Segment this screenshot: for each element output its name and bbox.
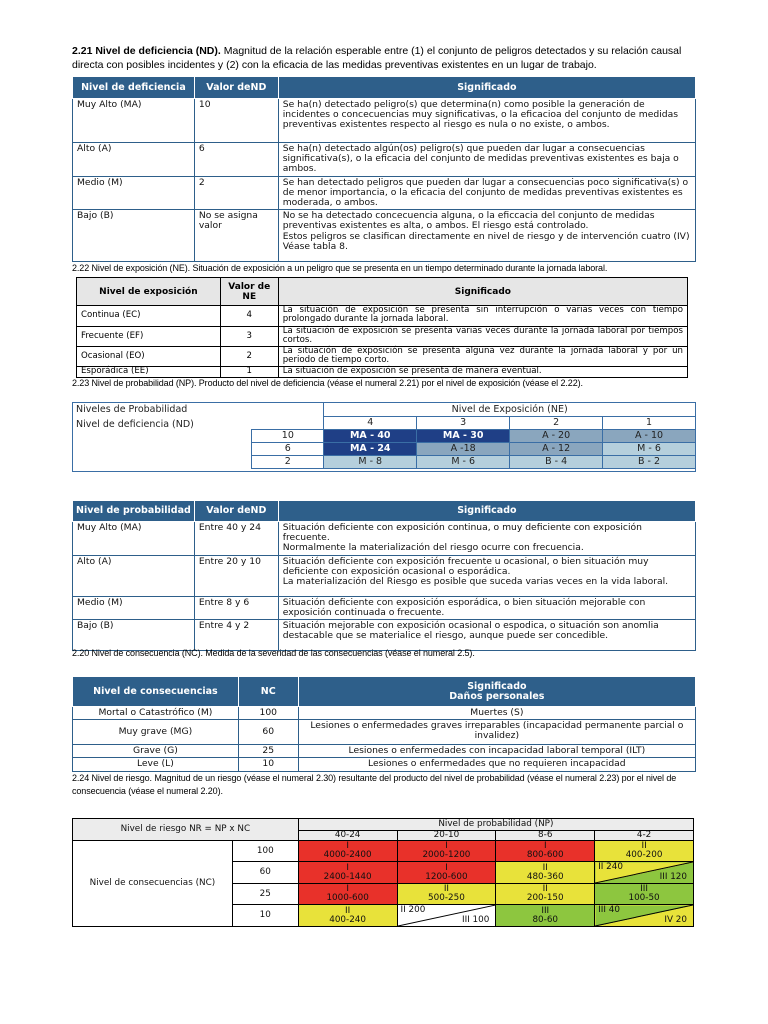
nr-cell-range: 80-60	[532, 914, 559, 925]
ne-row-meaning: La situación de exposición se presenta alguna vez durante la jornada laboral y por un periodo de tiempo corto.	[278, 347, 687, 367]
risk-level-matrix	[72, 818, 694, 927]
nc-row-level: Leve (L)	[73, 758, 239, 771]
np-row-meaning: Situación deficiente con exposición frecuente u ocasional, o bien situación muy deficiente con exposición ocasional o esporádica. La materialización del Riesgo es posible que suceda varias veces en la vida laboral.	[278, 555, 695, 596]
nr-split-cell	[595, 862, 694, 884]
header-valor-nd: Valor deND	[194, 501, 278, 522]
nr-split-upper: II 200	[400, 905, 426, 915]
ne-row-value: 4	[220, 306, 278, 327]
ne-row-meaning: La situación de exposición se presenta varias veces durante la jornada laboral por tiempos cortos.	[278, 327, 687, 347]
nr-split-lower: III 100	[461, 915, 490, 925]
header-nivel-probabilidad: Nivel de probabilidad	[73, 501, 195, 522]
nr-cell-level: I	[346, 862, 349, 873]
deficiency-axis-title: Nivel de deficiencia (ND)	[76, 418, 194, 430]
ne-row-level: Frecuente (EF)	[77, 327, 221, 347]
header-significado: Significado	[278, 501, 695, 522]
header-significado	[298, 677, 695, 707]
ne-row-value: 1	[220, 367, 278, 378]
probability-matrix-title: Niveles de Probabilidad	[76, 403, 188, 415]
nd-value: 10	[252, 430, 324, 443]
nd-row-value: 6	[194, 143, 278, 177]
np-range-header: 4-2	[595, 831, 694, 841]
nr-cell-level: I	[445, 841, 448, 851]
nr-cell-range: 400-200	[625, 850, 663, 860]
np-row-level: Alto (A)	[73, 555, 195, 596]
nr-cell	[298, 884, 397, 905]
header-significado: Significado	[278, 278, 687, 306]
nr-cell-level: I	[543, 841, 547, 851]
ne-row-meaning: La situación de exposición se presenta de manera eventual.	[278, 367, 687, 378]
nd-row-level: Bajo (B)	[73, 210, 195, 262]
nr-cell-range: 100-50	[628, 893, 660, 903]
nr-cell-level: I	[445, 862, 448, 873]
nr-cell-range: 400-240	[329, 914, 366, 925]
np-cell: M - 6	[417, 456, 510, 469]
header-nivel-consecuencias: Nivel de consecuencias	[73, 677, 239, 707]
np-range-header: 8-6	[496, 831, 595, 841]
np-cell: A - 10	[603, 430, 696, 443]
nc-row-meaning: Lesiones o enfermedades con incapacidad laboral temporal (ILT)	[298, 745, 695, 758]
nr-cell-level: I	[346, 841, 349, 851]
section-2-23-paragraph: 2.23 Nivel de probabilidad (NP). Producto del nivel de deficiencia (véase el numeral 2.21) por el nivel de exposición (véase el 2.22).	[72, 378, 583, 388]
header-nivel-deficiencia: Nivel de deficiencia	[73, 77, 195, 99]
np-row-level: Bajo (B)	[73, 620, 195, 651]
nr-split-upper: III 40	[598, 905, 620, 915]
nr-cell	[496, 862, 595, 884]
ne-row-meaning: La situación de exposición se presenta sin interrupción o varias veces con tiempo prolongado durante la jornada laboral.	[278, 306, 687, 327]
nd-row-level: Alto (A)	[73, 143, 195, 177]
nc-row-value: 25	[238, 745, 298, 758]
np-row-value: Entre 4 y 2	[194, 620, 278, 651]
np-cell: B - 2	[603, 456, 696, 469]
nd-row-level: Muy Alto (MA)	[73, 99, 195, 143]
nr-split-upper: II 240	[598, 862, 623, 872]
ne-value-header: 3	[417, 417, 510, 430]
header-nc: NC	[238, 677, 298, 707]
nr-split-cell	[397, 905, 496, 927]
probability-level-table	[72, 500, 696, 651]
nr-cell-level: III	[541, 905, 550, 916]
nr-split-lower: III 120	[659, 872, 687, 882]
np-row-value: Entre 40 y 24	[194, 522, 278, 556]
consequence-axis-title: Nivel de consecuencias (NC)	[73, 841, 233, 927]
nr-cell-range: 1200-600	[425, 871, 468, 882]
exposure-level-table	[76, 277, 688, 378]
nr-cell-range: 480-360	[526, 871, 564, 882]
nd-row-value: No se asigna valor	[194, 210, 278, 262]
np-cell: MA - 24	[324, 443, 417, 456]
header-danos-personales: Daños personales	[449, 690, 545, 702]
nd-value: 6	[252, 443, 324, 456]
np-cell: A - 20	[510, 430, 603, 443]
nr-cell-range: 2000-1200	[422, 850, 471, 860]
ne-value-header: 4	[324, 417, 417, 430]
nr-cell-level: I	[346, 884, 349, 894]
nr-cell-level: II	[542, 884, 548, 894]
ne-row-value: 2	[220, 347, 278, 367]
nc-row-level: Muy grave (MG)	[73, 720, 239, 745]
nr-cell	[397, 841, 496, 862]
np-row-value: Entre 20 y 10	[194, 555, 278, 596]
np-cell: M - 8	[324, 456, 417, 469]
nr-cell	[397, 884, 496, 905]
header-significado: Significado	[278, 77, 695, 99]
np-cell: A - 12	[510, 443, 603, 456]
header-valor-ne: Valor de NE	[220, 278, 278, 306]
section-2-22-paragraph: 2.22 Nivel de exposición (NE). Situación de exposición a un peligro que se presenta en un tiempo determinado durante la jornada laboral.	[72, 263, 608, 273]
ne-row-value: 3	[220, 327, 278, 347]
risk-matrix-title: Nivel de riesgo NR = NP x NC	[73, 819, 299, 841]
np-row-level: Muy Alto (MA)	[73, 522, 195, 556]
nd-row-value: 2	[194, 176, 278, 210]
nr-cell-range: 800-600	[526, 850, 564, 860]
ne-row-level: Ocasional (EO)	[77, 347, 221, 367]
header-valor-nd: Valor deND	[194, 77, 278, 99]
probability-matrix	[72, 402, 696, 469]
section-2-21-paragraph	[72, 44, 696, 72]
nr-cell-level: II	[443, 884, 450, 894]
header-significado-label: Significado	[467, 680, 527, 692]
nr-cell-range: 200-150	[526, 893, 564, 903]
np-cell: MA - 40	[324, 430, 417, 443]
np-row-meaning: Situación deficiente con exposición esporádica, o bien situación mejorable con exposición continuada o frecuente.	[278, 596, 695, 619]
nc-row-value: 60	[238, 720, 298, 745]
nd-row-value: 10	[194, 99, 278, 143]
probability-axis-title: Nivel de probabilidad (NP)	[298, 819, 693, 831]
nr-cell	[595, 884, 694, 905]
section-2-24-paragraph: 2.24 Nivel de riesgo. Magnitud de un riesgo (véase el numeral 2.30) resultante del producto del nivel de probabilidad (véase el numeral 2.23) por el nivel de consecuencia (véase el numeral 2.20).	[72, 773, 677, 796]
nr-cell	[496, 905, 595, 927]
nc-row-meaning: Muertes (S)	[298, 707, 695, 720]
section-2-21-heading: 2.21 Nivel de deficiencia (ND).	[72, 45, 221, 57]
nr-cell-level: II	[345, 905, 351, 916]
nr-cell-level: II	[542, 862, 548, 873]
section-2-20-paragraph: 2.20 Nivel de consecuencia (NC). Medida de la severidad de las consecuencias (véase el numeral 2.5).	[72, 648, 475, 658]
nc-row-level: Grave (G)	[73, 745, 239, 758]
np-cell: MA - 30	[417, 430, 510, 443]
nc-row-meaning: Lesiones o enfermedades graves irreparables (incapacidad permanente parcial o invalidez)	[298, 720, 695, 745]
nr-cell	[397, 862, 496, 884]
nr-split-lower: IV 20	[664, 915, 687, 925]
nr-cell	[595, 841, 694, 862]
nd-row-meaning: Se han detectado peligros que pueden dar lugar a consecuencias poco significativa(s) o de menor importancia, o la eficacia del conjunto de medidas preventivas existentes es moderada, o ambos.	[278, 176, 695, 210]
nr-cell-level: III	[640, 884, 648, 894]
nd-row-meaning: Se ha(n) detectado peligro(s) que determina(n) como posible la generación de incidentes o concecuencias muy significativas, o la eficacioa del conjunto de medidas preventivas existentes respecto al riesgo es nula o no existe, o ambos.	[278, 99, 695, 143]
nc-value: 25	[232, 884, 298, 905]
consequence-level-table	[72, 676, 696, 772]
nc-row-value: 10	[238, 758, 298, 771]
nr-cell	[496, 841, 595, 862]
nc-value: 100	[232, 841, 298, 862]
nc-value: 10	[232, 905, 298, 927]
nr-cell-range: 500-250	[428, 893, 465, 903]
np-cell: M - 6	[603, 443, 696, 456]
header-nivel-exposicion: Nivel de exposición	[77, 278, 221, 306]
nc-value: 60	[232, 862, 298, 884]
nr-cell-range: 4000-2400	[323, 850, 372, 860]
section-2-21-text: Magnitud de la relación esperable entre (1) el conjunto de peligros detectados y su relación causal directa con posibles incidentes y (2) con la eficacia de las medidas preventivas existentes en un lugar de trabajo.	[72, 45, 682, 71]
nd-value: 2	[252, 456, 324, 469]
nc-row-level: Mortal o Catastrófico (M)	[73, 707, 239, 720]
nc-row-meaning: Lesiones o enfermedades que no requieren incapacidad	[298, 758, 695, 771]
exposure-axis-title: Nivel de Exposición (NE)	[324, 403, 696, 417]
np-cell: A -18	[417, 443, 510, 456]
deficiency-level-table	[72, 76, 696, 262]
np-row-value: Entre 8 y 6	[194, 596, 278, 619]
nr-cell-level: II	[641, 841, 647, 851]
np-cell: B - 4	[510, 456, 603, 469]
nd-row-level: Medio (M)	[73, 176, 195, 210]
nr-cell	[298, 841, 397, 862]
np-row-level: Medio (M)	[73, 596, 195, 619]
np-range-header: 40-24	[298, 831, 397, 841]
nr-cell	[496, 884, 595, 905]
nr-cell	[298, 905, 397, 927]
nr-cell-range: 2400-1440	[323, 871, 372, 882]
nd-row-meaning: No se ha detectado concecuencia alguna, o la eficcacia del conjunto de medidas preventivas existentes es alta, o ambos. El riesgo está controlado. Estos peligros se clasifican directamente en nivel de riesgo y de intervención cuatro (IV) Véase tabla 8.	[278, 210, 695, 262]
ne-row-level: Continua (EC)	[77, 306, 221, 327]
nr-cell	[298, 862, 397, 884]
ne-row-level: Esporádica (EE)	[77, 367, 221, 378]
nc-row-value: 100	[238, 707, 298, 720]
np-row-meaning: Situación deficiente con exposición continua, o muy deficiente con exposición frecuente. Normalmente la materialización del riesgo ocurre con frecuencia.	[278, 522, 695, 556]
ne-value-header: 2	[510, 417, 603, 430]
nd-row-meaning: Se ha(n) detectado algún(os) peligro(s) que pueden dar lugar a consecuencias significativa(s), o la eficacia del conjunto de medidas preventivas existentes es baja o ambos.	[278, 143, 695, 177]
nr-split-cell	[595, 905, 694, 927]
np-row-meaning: Situación mejorable con exposición ocasional o espodica, o situación son anomlia destacable que se materialice el riesgo, aunque puede ser concedible.	[278, 620, 695, 651]
np-range-header: 20-10	[397, 831, 496, 841]
ne-value-header: 1	[603, 417, 696, 430]
nr-cell-range: 1000-600	[326, 893, 369, 903]
